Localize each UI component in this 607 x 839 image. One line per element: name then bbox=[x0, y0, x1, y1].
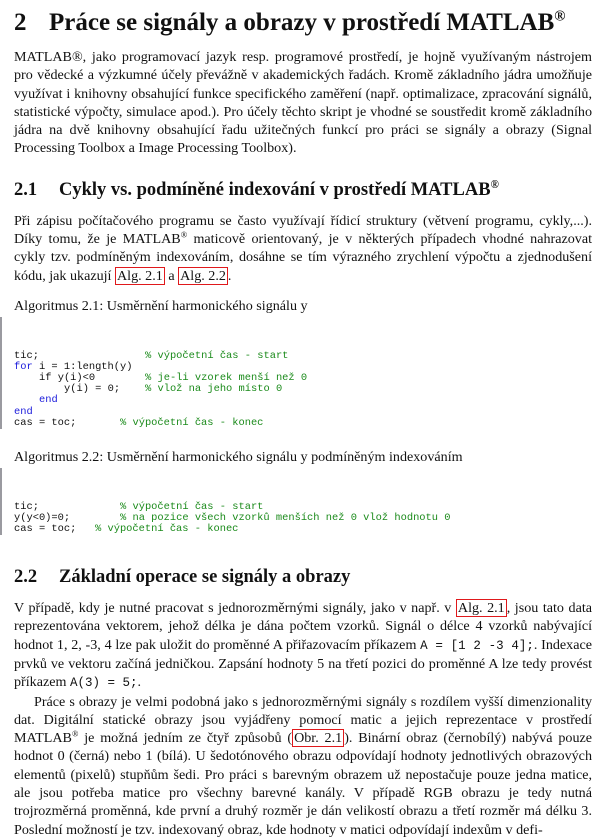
inline-code-assign-vector: A = [1 2 -3 4]; bbox=[420, 638, 534, 653]
section-2-2-text-a: V případě, kdy je nutné pracovat s jednorozměrnými signály, jako v např. v bbox=[14, 600, 456, 617]
section-2-1-text-a: Při zápisu počítačového programu se často využívají řídicí struktury (větvení programu, cykly,...). Díky tomu, že je MATLAB bbox=[14, 212, 592, 248]
code-comment: % na pozice všech vzorků menších než 0 vlož hodnotu 0 bbox=[120, 511, 451, 524]
code-statement bbox=[39, 395, 58, 406]
document-page bbox=[14, 8, 592, 839]
algorithm-2-1-code bbox=[14, 317, 592, 429]
section-2-2-text-g: ). Binární obraz (černobílý) nabývá pouze hodnot 0 (černá) nebo 1 (bílá). U šedotónového obrazu odpovídají hodnoty jednotlivých obrazových elementů (pixelů) stupňům šedi. Pro práci s barevným obrazem už nepostačuje pouze jedna matice, ale jsou potřeba matice pro všechny barevné kanály. V případě RGB obrazu je tedy nutná trojrozměrná proměnná, kde první a druhý rozměr je dán velikostí obrazu a třetí rozměr má délku 3. Poslední možností je tzv. indexovaný obraz, kde hodnoty v matici odpovídají indexům v defi- bbox=[14, 730, 593, 838]
code-comment: % výpočetní čas - start bbox=[145, 349, 289, 362]
section-2-2-title: Základní operace se signály a obrazy bbox=[59, 567, 351, 588]
section-2-1-title: Cykly vs. podmíněné indexování v prostředí MATLAB bbox=[59, 179, 491, 200]
section-2-2-text-c: . Indexace prvků ve vektoru začíná jedničkou. Zapsání hodnoty 5 na třetí pozici do proměnné A lze tedy provést příkazem bbox=[14, 636, 592, 691]
section-2-1-number: 2.1 bbox=[14, 179, 38, 200]
ref-alg-2-2-link[interactable]: Alg. 2.2 bbox=[180, 267, 226, 284]
chapter-title-registered-mark: ® bbox=[554, 8, 566, 25]
code-comment: % výpočetní čas - konec bbox=[120, 416, 264, 429]
code-statement: y(y<0)=0; bbox=[14, 511, 71, 524]
ref-obr-2-1-link[interactable]: Obr. 2.1 bbox=[294, 730, 343, 747]
code-comment: % vlož na jeho místo 0 bbox=[145, 383, 283, 396]
code-statement: cas = toc; bbox=[14, 522, 77, 535]
section-2-1-paragraph bbox=[14, 212, 592, 285]
section-2-2-paragraph-1 bbox=[14, 599, 592, 692]
section-2-1-registered-mark: ® bbox=[490, 178, 499, 191]
chapter-title: Práce se signály a obrazy v prostředí MATLAB bbox=[49, 9, 555, 36]
algorithm-2-2 bbox=[14, 448, 592, 535]
section-2-2-number: 2.2 bbox=[14, 567, 38, 588]
code-statement: cas = toc; bbox=[14, 416, 77, 429]
matlab-registered-mark: ® bbox=[71, 728, 79, 739]
code-keyword: end bbox=[14, 405, 33, 418]
section-2-2-text-b: , jsou tato data reprezentována vektorem, jehož délka je dána počtem vzorků. Signál o délce 4 vzorků nabývající hodnot 1, 2, -3, 4 lze pak uložit do proměnné A přiřazovacím příkazem bbox=[14, 600, 593, 653]
section-2-2-paragraph-2 bbox=[14, 693, 592, 839]
chapter-number: 2 bbox=[14, 9, 27, 36]
ref-alg-2-1-link[interactable]: Alg. 2.1 bbox=[457, 600, 505, 617]
code-comment: % výpočetní čas - start bbox=[120, 500, 264, 513]
code-line bbox=[14, 502, 592, 513]
code-statement: y(i) = 0; bbox=[64, 383, 121, 396]
code-line bbox=[14, 524, 592, 535]
code-statement: tic; bbox=[14, 349, 39, 362]
code-statement: tic; bbox=[14, 500, 39, 513]
section-2-1-text-b: maticově orientovaný, je v některých případech vhodné nahrazovat cykly tzv. podmíněným indexováním, dosáhne se tím výrazného zrychlení výpočtu a zjednodušení kódu, jak ukazují bbox=[14, 231, 593, 284]
algorithm-2-2-title: Algoritmus 2.2: Usměrnění harmonického signálu y podmíněným indexováním bbox=[14, 448, 463, 465]
chapter-intro-paragraph: MATLAB®, jako programovací jazyk resp. programové prostředí, je hojně využívaným nástrojem pro vědecké a výzkumné účely převážně v akademických řadách. Kromě základního jádra umožňuje využívat i knihovny obsahující funkce specifického zaměření (např. optimalizace, zpracování signálů, statistické výpočty, simulace apod.). Pro účely těchto skript je vhodné se soustředit kromě základního jádra na dvě knihovny obsahující řadu užitečných funkcí pro práci se signály a obrazy (Signal Processing Toolbox a Image Processing Toolbox). bbox=[14, 49, 592, 157]
code-line bbox=[14, 384, 592, 395]
code-gutter bbox=[0, 468, 2, 535]
code-line bbox=[14, 407, 592, 418]
chapter-heading bbox=[14, 8, 592, 38]
ref-alg-2-1-link[interactable]: Alg. 2.1 bbox=[116, 267, 163, 284]
code-keyword: for bbox=[14, 360, 33, 373]
algorithm-2-1-title: Algoritmus 2.1: Usměrnění harmonického signálu y bbox=[14, 297, 308, 314]
code-keyword: end bbox=[39, 394, 58, 407]
code-gutter bbox=[0, 317, 2, 429]
code-line bbox=[14, 418, 592, 429]
algorithm-2-2-code bbox=[14, 468, 592, 535]
code-comment: % je-li vzorek menší než 0 bbox=[145, 371, 308, 384]
algorithm-2-1 bbox=[14, 297, 592, 429]
section-2-2-heading bbox=[14, 565, 592, 589]
inline-code-assign-index: A(3) = 5; bbox=[69, 676, 138, 691]
section-2-1-text-c: a bbox=[164, 267, 179, 284]
section-2-2-text-f: je možná jedním ze čtyř způsobů ( bbox=[78, 730, 293, 747]
code-line bbox=[14, 395, 592, 406]
matlab-registered-mark: ® bbox=[180, 229, 188, 240]
section-2-1-heading bbox=[14, 178, 592, 202]
code-statement: if y(i)<0 bbox=[39, 371, 96, 384]
code-statement: for i = 1:length(y) bbox=[14, 360, 133, 373]
section-2-1-text-d: . bbox=[227, 267, 232, 284]
code-comment: % výpočetní čas - konec bbox=[95, 522, 239, 535]
section-2-2-text-e: Práce s obrazy je velmi podobná jako s jednorozměrnými signály s rozdílem vyšší dimenzionality dat. Digitální statické obrazy jsou vyjádřeny pomocí matic a jejich reprezentace v prostředí MATLAB bbox=[14, 693, 592, 747]
section-2-2-text-d: . bbox=[137, 674, 142, 691]
